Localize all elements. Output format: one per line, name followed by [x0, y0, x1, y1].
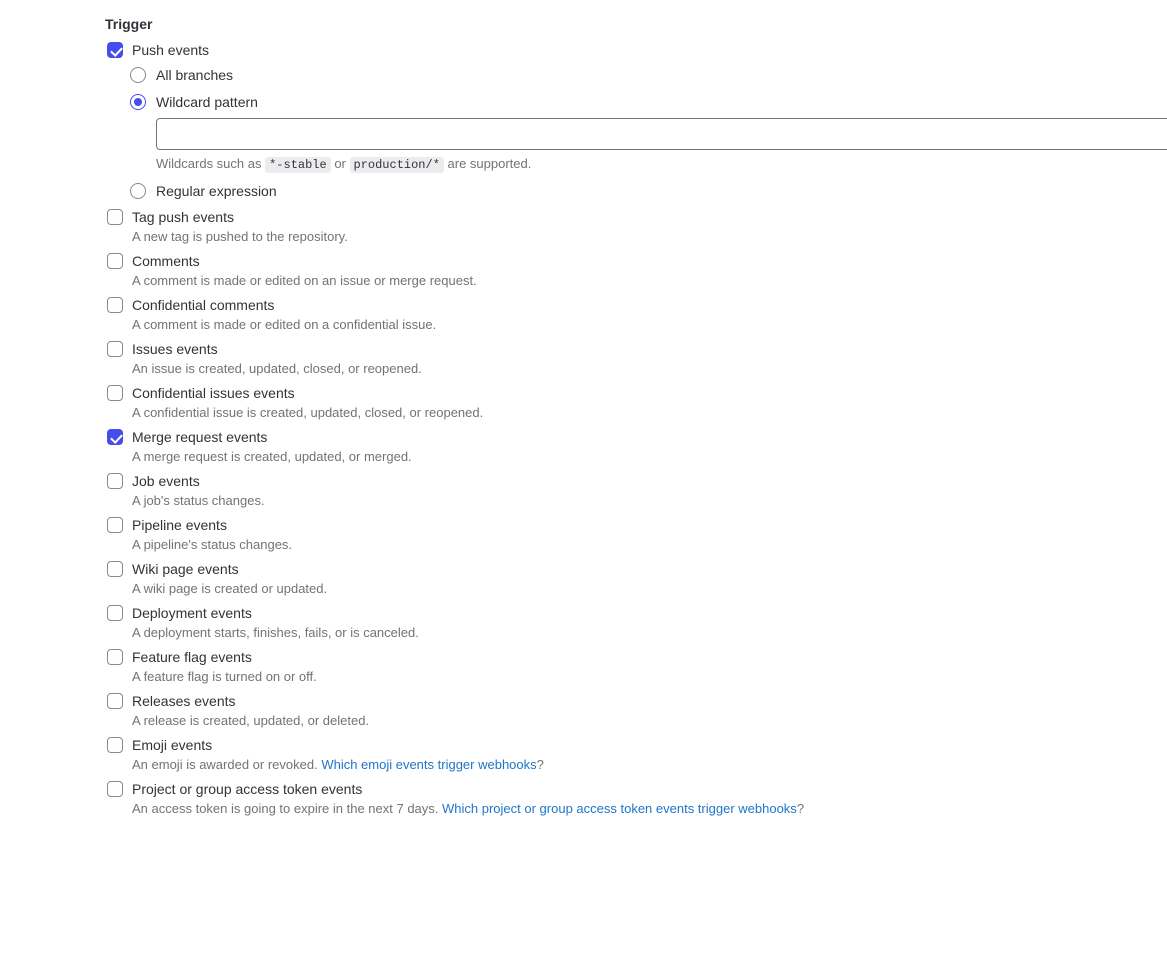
wildcard-example-2: production/*	[350, 157, 444, 173]
token-events-label: Project or group access token events	[132, 781, 363, 797]
tag-push-events-checkbox[interactable]	[107, 209, 123, 225]
checkbox-row-token-events[interactable]	[105, 779, 1167, 799]
wildcard-pattern-label: Wildcard pattern	[156, 94, 258, 110]
checkbox-row-feature-flag-events[interactable]	[105, 647, 1167, 667]
checkbox-row-push-events[interactable]	[105, 40, 1167, 60]
wildcard-pattern-input[interactable]	[156, 118, 1167, 150]
deployment-events-label: Deployment events	[132, 605, 252, 621]
tag-push-events-help: A new tag is pushed to the repository.	[132, 229, 348, 244]
token-events-help-suffix: ?	[796, 801, 805, 816]
feature-flag-events-label: Feature flag events	[132, 649, 252, 665]
job-events-label: Job events	[132, 473, 200, 489]
comments-label: Comments	[132, 253, 200, 269]
push-events-label: Push events	[132, 42, 210, 58]
checkbox-row-job-events[interactable]	[105, 471, 1167, 491]
token-events-checkbox[interactable]	[107, 781, 123, 797]
confidential-comments-label: Confidential comments	[132, 297, 275, 313]
radio-row-all-branches[interactable]	[105, 64, 1167, 86]
releases-events-checkbox[interactable]	[107, 693, 123, 709]
job-events-checkbox[interactable]	[107, 473, 123, 489]
emoji-events-help-link[interactable]: Which emoji events trigger webhooks	[321, 757, 537, 772]
releases-events-help: A release is created, updated, or deleted.	[132, 713, 370, 728]
regular-expression-label: Regular expression	[156, 183, 277, 199]
emoji-events-help	[105, 756, 1167, 774]
deployment-events-help: A deployment starts, finishes, fails, or is canceled.	[132, 625, 419, 640]
push-events-checkbox[interactable]	[107, 42, 123, 58]
all-branches-label: All branches	[156, 67, 234, 83]
issues-events-checkbox[interactable]	[107, 341, 123, 357]
merge-request-events-label: Merge request events	[132, 429, 268, 445]
releases-events-label: Releases events	[132, 693, 236, 709]
wildcard-help-text	[105, 155, 1167, 174]
feature-flag-events-checkbox[interactable]	[107, 649, 123, 665]
checkbox-row-comments[interactable]	[105, 251, 1167, 271]
wiki-page-events-label: Wiki page events	[132, 561, 239, 577]
checkbox-row-wiki-page-events[interactable]	[105, 559, 1167, 579]
emoji-events-help-text: An emoji is awarded or revoked.	[132, 757, 322, 772]
job-events-help: A job's status changes.	[132, 493, 265, 508]
issues-events-label: Issues events	[132, 341, 218, 357]
wiki-page-events-help: A wiki page is created or updated.	[132, 581, 328, 596]
wildcard-pattern-radio[interactable]	[130, 94, 146, 110]
trigger-options-list	[105, 40, 1167, 823]
all-branches-radio[interactable]	[130, 67, 146, 83]
wildcard-help-suffix: are supported.	[443, 156, 532, 171]
token-events-help-link[interactable]: Which project or group access token events trigger webhooks	[442, 801, 797, 816]
token-events-help-text: An access token is going to expire in the next 7 days.	[132, 801, 443, 816]
confidential-issues-events-help: A confidential issue is created, updated, closed, or reopened.	[132, 405, 484, 420]
merge-request-events-checkbox[interactable]	[107, 429, 123, 445]
tag-push-events-label: Tag push events	[132, 209, 234, 225]
checkbox-row-confidential-issues-events[interactable]	[105, 383, 1167, 403]
merge-request-events-help: A merge request is created, updated, or merged.	[132, 449, 412, 464]
regular-expression-radio[interactable]	[130, 183, 146, 199]
radio-row-wildcard-pattern[interactable]	[105, 91, 1167, 113]
confidential-comments-checkbox[interactable]	[107, 297, 123, 313]
wiki-page-events-checkbox[interactable]	[107, 561, 123, 577]
pipeline-events-label: Pipeline events	[132, 517, 227, 533]
checkbox-row-deployment-events[interactable]	[105, 603, 1167, 623]
page-title: Trigger	[105, 16, 153, 32]
checkbox-row-issues-events[interactable]	[105, 339, 1167, 359]
wildcard-example-1: *-stable	[265, 157, 331, 173]
radio-row-regular-expression[interactable]	[105, 180, 1167, 202]
pipeline-events-help: A pipeline's status changes.	[132, 537, 293, 552]
confidential-issues-events-label: Confidential issues events	[132, 385, 295, 401]
emoji-events-help-suffix: ?	[536, 757, 544, 772]
pipeline-events-checkbox[interactable]	[107, 517, 123, 533]
comments-checkbox[interactable]	[107, 253, 123, 269]
checkbox-row-merge-request-events[interactable]	[105, 427, 1167, 447]
feature-flag-events-help: A feature flag is turned on or off.	[132, 669, 317, 684]
confidential-comments-help: A comment is made or edited on a confidential issue.	[132, 317, 437, 332]
emoji-events-label: Emoji events	[132, 737, 213, 753]
checkbox-row-tag-push-events[interactable]	[105, 207, 1167, 227]
checkbox-row-releases-events[interactable]	[105, 691, 1167, 711]
checkbox-row-confidential-comments[interactable]	[105, 295, 1167, 315]
wildcard-help-middle: or	[330, 156, 350, 171]
checkbox-row-emoji-events[interactable]	[105, 735, 1167, 755]
emoji-events-checkbox[interactable]	[107, 737, 123, 753]
wildcard-help-prefix: Wildcards such as	[156, 156, 266, 171]
push-events-branch-options	[105, 64, 1167, 202]
issues-events-help: An issue is created, updated, closed, or reopened.	[132, 361, 422, 376]
token-events-help	[105, 800, 1167, 818]
comments-help: A comment is made or edited on an issue or merge request.	[132, 273, 477, 288]
wildcard-input-wrap	[105, 118, 1167, 150]
deployment-events-checkbox[interactable]	[107, 605, 123, 621]
checkbox-row-pipeline-events[interactable]	[105, 515, 1167, 535]
confidential-issues-events-checkbox[interactable]	[107, 385, 123, 401]
